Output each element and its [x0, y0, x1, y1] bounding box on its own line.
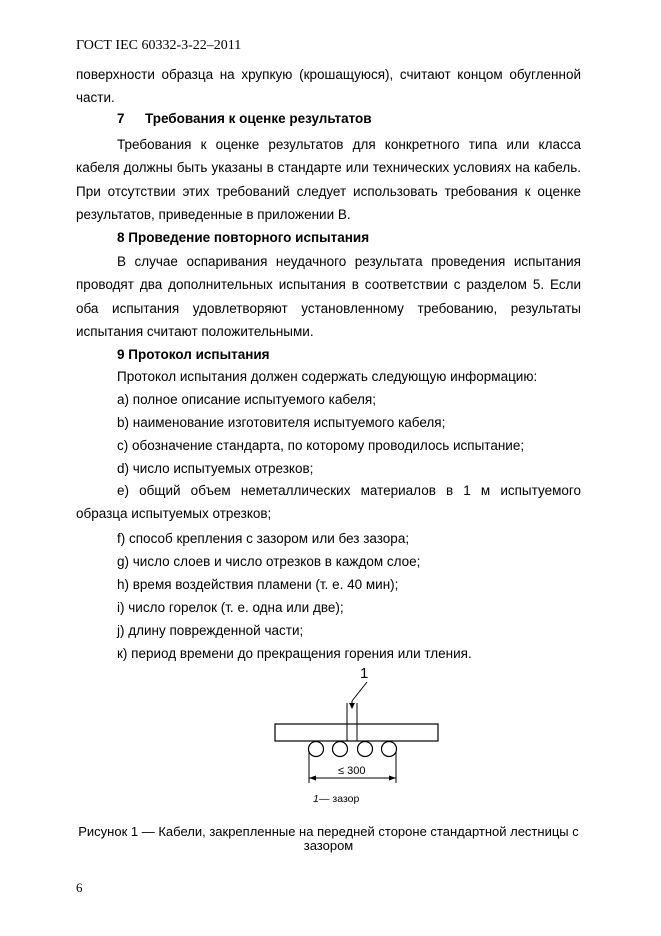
- list-item-j: j) длину поврежденной части;: [117, 623, 304, 638]
- section-9-title: 9 Протокол испытания: [117, 347, 270, 362]
- cable-4: [382, 742, 397, 757]
- cable-1: [309, 742, 324, 757]
- list-item-h: h) время воздействия пламени (т. е. 40 мин);: [117, 577, 399, 592]
- callout-arrow: [349, 703, 355, 709]
- list-item-e: e) общий объем неметаллических материалов в 1 м испытуемого образца испытуемых отрезков;: [76, 483, 581, 522]
- section-9-intro: Протокол испытания должен содержать следующую информацию:: [117, 369, 538, 384]
- cable-2: [333, 742, 348, 757]
- section-7-paragraph: Требования к оценке результатов для конкретного типа или класса кабеля должны быть указаны в стандарте или технических условиях на кабель. При отсутствии этих требований следует использовать требования к оценке результатов, приведенные в приложении В.: [76, 137, 581, 223]
- section-8-paragraph: В случае оспаривания неудачного результата проведения испытания проводят два дополнительных испытания в соответствии с разделом 5. Если оба испытания удовлетворяют установленному требованию, результаты испытания считают положительными.: [76, 254, 581, 340]
- legend-text: — зазор: [319, 793, 360, 805]
- callout-label: 1: [360, 665, 369, 682]
- page-number: 6: [76, 880, 83, 895]
- continuation-paragraph: поверхности образца на хрупкую (крошащуюся), считают концом обугленной части.: [76, 67, 581, 106]
- legend-number: 1: [313, 793, 319, 805]
- document-header: ГОСТ IEC 60332-3-22–2011: [76, 38, 242, 53]
- list-item-d: d) число испытуемых отрезков;: [117, 461, 314, 476]
- section-7-number: 7: [117, 111, 125, 126]
- section-7-title: Требования к оценке результатов: [145, 111, 372, 126]
- list-item-c: c) обозначение стандарта, по которому проводилось испытание;: [117, 438, 525, 453]
- figure-caption: Рисунок 1 — Кабели, закрепленные на передней стороне стандартной лестницы с зазором: [78, 824, 579, 853]
- list-item-f: f) способ крепления с зазором или без зазора;: [117, 531, 410, 546]
- cable-3: [358, 742, 373, 757]
- list-item-b: b) наименование изготовителя испытуемого кабеля;: [117, 415, 446, 430]
- section-8-title: 8 Проведение повторного испытания: [117, 230, 370, 245]
- list-item-g: g) число слоев и число отрезков в каждом слое;: [117, 554, 421, 569]
- list-item-i: i) число горелок (т. е. одна или две);: [117, 600, 344, 615]
- callout-leader: [352, 682, 367, 701]
- list-item-a: a) полное описание испытуемого кабеля;: [117, 392, 376, 407]
- list-item-k: к) период времени до прекращения горения или тления.: [117, 646, 472, 661]
- dimension-label: ≤ 300: [338, 765, 366, 777]
